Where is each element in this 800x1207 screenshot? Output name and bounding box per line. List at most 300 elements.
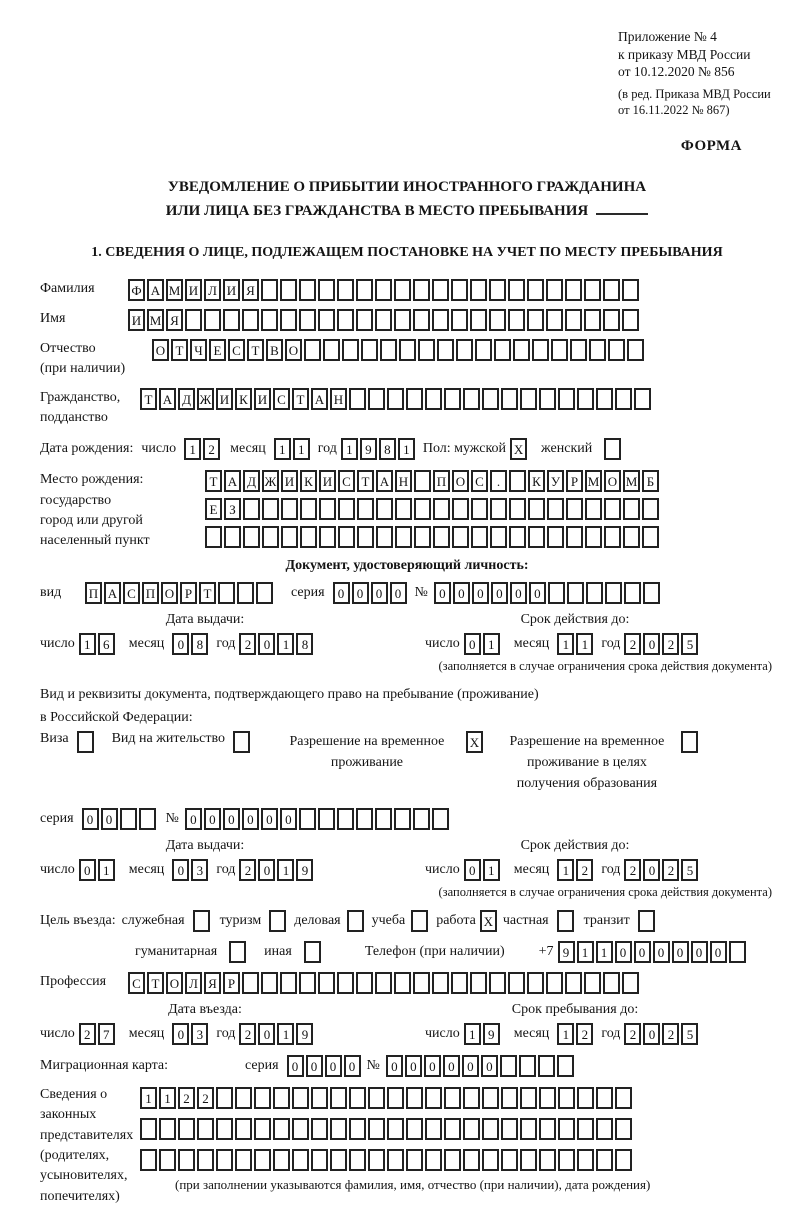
form-cell[interactable]: В [266,339,283,361]
form-cell[interactable] [451,309,468,331]
form-cell[interactable] [520,1118,537,1140]
form-cell[interactable]: У [547,470,564,492]
form-cell[interactable] [608,339,625,361]
form-cell[interactable]: 0 [615,941,632,963]
form-cell[interactable]: И [319,470,336,492]
form-cell[interactable]: Т [247,339,264,361]
form-cell[interactable]: 9 [483,1023,500,1045]
form-cell[interactable]: Я [242,279,259,301]
form-cell[interactable] [347,910,364,932]
form-cell[interactable] [432,309,449,331]
form-cell[interactable]: О [152,339,169,361]
form-cell[interactable] [432,279,449,301]
form-cell[interactable]: 1 [577,941,594,963]
form-cell[interactable] [368,1149,385,1171]
form-cell[interactable] [508,279,525,301]
form-cell[interactable]: 0 [634,941,651,963]
form-cell[interactable] [565,309,582,331]
form-cell[interactable] [558,1118,575,1140]
form-cell[interactable] [338,498,355,520]
form-cell[interactable] [615,1149,632,1171]
form-cell[interactable] [577,388,594,410]
form-cell[interactable] [566,498,583,520]
form-cell[interactable] [532,339,549,361]
form-cell[interactable]: 2 [197,1087,214,1109]
form-cell[interactable] [77,731,94,753]
form-cell[interactable] [501,1118,518,1140]
form-cell[interactable] [304,339,321,361]
form-cell[interactable] [681,731,698,753]
form-cell[interactable]: 0 [223,808,240,830]
form-cell[interactable] [375,808,392,830]
form-cell[interactable] [273,1087,290,1109]
form-cell[interactable]: 0 [101,808,118,830]
form-cell[interactable]: С [273,388,290,410]
form-cell[interactable] [337,279,354,301]
form-cell[interactable]: X [480,910,497,932]
form-cell[interactable] [513,339,530,361]
form-cell[interactable] [292,1149,309,1171]
form-cell[interactable] [585,498,602,520]
form-cell[interactable] [509,498,526,520]
form-cell[interactable]: М [623,470,640,492]
form-cell[interactable] [577,1118,594,1140]
form-cell[interactable] [539,1118,556,1140]
form-cell[interactable] [395,526,412,548]
form-cell[interactable]: И [128,309,145,331]
form-cell[interactable]: 2 [662,1023,679,1045]
form-cell[interactable] [237,582,254,604]
form-cell[interactable] [433,498,450,520]
form-cell[interactable]: Д [243,470,260,492]
form-cell[interactable] [425,388,442,410]
form-cell[interactable]: 0 [172,859,189,881]
form-cell[interactable] [185,309,202,331]
form-cell[interactable]: 2 [239,1023,256,1045]
form-cell[interactable]: 2 [624,1023,641,1045]
form-cell[interactable]: 0 [204,808,221,830]
form-cell[interactable] [413,972,430,994]
form-cell[interactable]: К [528,470,545,492]
form-cell[interactable] [273,1149,290,1171]
form-cell[interactable]: Б [642,470,659,492]
form-cell[interactable] [475,339,492,361]
form-cell[interactable]: Н [330,388,347,410]
form-cell[interactable] [376,498,393,520]
form-cell[interactable] [642,526,659,548]
form-cell[interactable]: 1 [557,1023,574,1045]
form-cell[interactable] [361,339,378,361]
form-cell[interactable] [500,1055,517,1077]
form-cell[interactable] [319,498,336,520]
form-cell[interactable] [539,1087,556,1109]
form-cell[interactable] [233,731,250,753]
form-cell[interactable] [546,309,563,331]
form-cell[interactable] [254,1087,271,1109]
form-cell[interactable] [311,1149,328,1171]
form-cell[interactable]: 7 [98,1023,115,1045]
form-cell[interactable] [463,1149,480,1171]
form-cell[interactable]: 0 [481,1055,498,1077]
form-cell[interactable]: 0 [79,859,96,881]
form-cell[interactable] [318,808,335,830]
form-cell[interactable]: 1 [483,859,500,881]
form-cell[interactable] [558,1087,575,1109]
form-cell[interactable]: 1 [79,633,96,655]
form-cell[interactable]: Р [180,582,197,604]
form-cell[interactable]: Ж [262,470,279,492]
form-cell[interactable]: 1 [341,438,358,460]
form-cell[interactable] [596,388,613,410]
form-cell[interactable]: И [223,279,240,301]
form-cell[interactable]: 0 [287,1055,304,1077]
form-cell[interactable]: Т [171,339,188,361]
form-cell[interactable]: 0 [185,808,202,830]
form-cell[interactable] [235,1149,252,1171]
form-cell[interactable]: 1 [277,1023,294,1045]
form-cell[interactable]: 9 [360,438,377,460]
form-cell[interactable]: 0 [390,582,407,604]
form-cell[interactable] [159,1149,176,1171]
form-cell[interactable] [551,339,568,361]
form-cell[interactable] [547,526,564,548]
form-cell[interactable]: 1 [98,859,115,881]
form-cell[interactable] [548,582,565,604]
form-cell[interactable] [243,498,260,520]
form-cell[interactable] [451,279,468,301]
form-cell[interactable]: Е [205,498,222,520]
form-cell[interactable] [193,910,210,932]
form-cell[interactable] [318,972,335,994]
form-cell[interactable] [319,526,336,548]
form-cell[interactable]: 0 [643,859,660,881]
form-cell[interactable] [243,526,260,548]
form-cell[interactable] [254,1149,271,1171]
form-cell[interactable]: 1 [576,633,593,655]
form-cell[interactable] [482,1087,499,1109]
form-cell[interactable] [452,526,469,548]
form-cell[interactable] [596,1087,613,1109]
form-cell[interactable] [570,339,587,361]
form-cell[interactable] [527,279,544,301]
form-cell[interactable]: О [452,470,469,492]
form-cell[interactable] [615,1087,632,1109]
form-cell[interactable]: 0 [434,582,451,604]
form-cell[interactable]: Р [223,972,240,994]
form-cell[interactable] [414,498,431,520]
form-cell[interactable] [406,388,423,410]
form-cell[interactable] [471,498,488,520]
form-cell[interactable] [508,972,525,994]
form-cell[interactable]: 1 [557,633,574,655]
form-cell[interactable] [414,470,431,492]
form-cell[interactable] [566,526,583,548]
form-cell[interactable]: 0 [464,859,481,881]
form-cell[interactable] [596,1149,613,1171]
form-cell[interactable]: К [235,388,252,410]
form-cell[interactable] [375,279,392,301]
form-cell[interactable]: 0 [344,1055,361,1077]
form-cell[interactable] [470,309,487,331]
form-cell[interactable] [558,1149,575,1171]
form-cell[interactable] [432,808,449,830]
form-cell[interactable] [299,279,316,301]
form-cell[interactable]: 2 [576,1023,593,1045]
form-cell[interactable]: 2 [624,859,641,881]
form-cell[interactable] [261,309,278,331]
form-cell[interactable] [589,339,606,361]
form-cell[interactable] [300,498,317,520]
form-cell[interactable]: О [604,470,621,492]
form-cell[interactable] [622,309,639,331]
form-cell[interactable] [235,1118,252,1140]
form-cell[interactable]: 5 [681,1023,698,1045]
form-cell[interactable] [216,1118,233,1140]
form-cell[interactable] [242,972,259,994]
form-cell[interactable]: 0 [424,1055,441,1077]
form-cell[interactable] [223,309,240,331]
form-cell[interactable]: 0 [643,1023,660,1045]
form-cell[interactable] [565,279,582,301]
form-cell[interactable]: 1 [557,859,574,881]
form-cell[interactable] [235,1087,252,1109]
form-cell[interactable] [299,972,316,994]
form-cell[interactable] [558,388,575,410]
form-cell[interactable] [414,526,431,548]
form-cell[interactable]: Ч [190,339,207,361]
form-cell[interactable] [376,526,393,548]
form-cell[interactable] [418,339,435,361]
form-cell[interactable]: X [466,731,483,753]
form-cell[interactable] [490,498,507,520]
form-cell[interactable]: 0 [242,808,259,830]
form-cell[interactable]: П [142,582,159,604]
form-cell[interactable] [380,339,397,361]
form-cell[interactable] [482,388,499,410]
form-cell[interactable] [178,1118,195,1140]
form-cell[interactable] [528,498,545,520]
form-cell[interactable] [318,279,335,301]
form-cell[interactable] [292,1118,309,1140]
form-cell[interactable]: М [166,279,183,301]
form-cell[interactable] [539,388,556,410]
form-cell[interactable] [387,1118,404,1140]
form-cell[interactable]: 5 [681,859,698,881]
form-cell[interactable] [159,1118,176,1140]
form-cell[interactable] [627,339,644,361]
form-cell[interactable] [406,1087,423,1109]
form-cell[interactable] [318,309,335,331]
form-cell[interactable] [490,526,507,548]
form-cell[interactable] [437,339,454,361]
form-cell[interactable] [470,972,487,994]
form-cell[interactable] [425,1149,442,1171]
form-cell[interactable] [387,1149,404,1171]
form-cell[interactable] [623,498,640,520]
form-cell[interactable] [577,1149,594,1171]
form-cell[interactable]: Т [147,972,164,994]
form-cell[interactable] [139,808,156,830]
form-cell[interactable] [254,1118,271,1140]
form-cell[interactable] [281,498,298,520]
form-cell[interactable]: К [300,470,317,492]
form-cell[interactable] [432,972,449,994]
form-cell[interactable]: 8 [296,633,313,655]
form-cell[interactable]: 0 [333,582,350,604]
form-cell[interactable]: 0 [710,941,727,963]
form-cell[interactable] [463,1087,480,1109]
form-cell[interactable] [216,1087,233,1109]
form-cell[interactable] [216,1149,233,1171]
form-cell[interactable] [567,582,584,604]
form-cell[interactable] [292,1087,309,1109]
form-cell[interactable]: 0 [306,1055,323,1077]
form-cell[interactable]: 1 [140,1087,157,1109]
form-cell[interactable] [323,339,340,361]
form-cell[interactable] [197,1149,214,1171]
form-cell[interactable] [433,526,450,548]
form-cell[interactable] [508,309,525,331]
form-cell[interactable]: 2 [624,633,641,655]
form-cell[interactable] [584,972,601,994]
form-cell[interactable]: Д [178,388,195,410]
form-cell[interactable] [337,309,354,331]
form-cell[interactable]: 8 [191,633,208,655]
form-cell[interactable] [224,526,241,548]
form-cell[interactable] [425,1118,442,1140]
form-cell[interactable] [394,279,411,301]
form-cell[interactable]: 1 [483,633,500,655]
form-cell[interactable] [463,1118,480,1140]
form-cell[interactable] [557,1055,574,1077]
form-cell[interactable] [356,808,373,830]
form-cell[interactable]: 2 [662,633,679,655]
form-cell[interactable] [356,279,373,301]
form-cell[interactable]: И [216,388,233,410]
form-cell[interactable]: С [471,470,488,492]
form-cell[interactable]: П [433,470,450,492]
form-cell[interactable]: Р [566,470,583,492]
form-cell[interactable] [501,388,518,410]
form-cell[interactable] [304,941,321,963]
form-cell[interactable] [470,279,487,301]
form-cell[interactable] [337,808,354,830]
form-cell[interactable]: 3 [191,1023,208,1045]
form-cell[interactable]: Ф [128,279,145,301]
form-cell[interactable]: С [228,339,245,361]
form-cell[interactable] [204,309,221,331]
form-cell[interactable] [585,526,602,548]
form-cell[interactable] [623,526,640,548]
form-cell[interactable] [604,498,621,520]
form-cell[interactable] [330,1149,347,1171]
form-cell[interactable] [444,1118,461,1140]
form-cell[interactable] [261,972,278,994]
form-cell[interactable] [643,582,660,604]
form-cell[interactable]: 1 [159,1087,176,1109]
form-cell[interactable] [729,941,746,963]
form-cell[interactable]: 1 [274,438,291,460]
form-cell[interactable]: 0 [405,1055,422,1077]
form-cell[interactable] [299,309,316,331]
form-cell[interactable]: О [285,339,302,361]
form-cell[interactable] [368,388,385,410]
form-cell[interactable] [387,1087,404,1109]
form-cell[interactable] [262,526,279,548]
form-cell[interactable]: 2 [178,1087,195,1109]
form-cell[interactable] [375,972,392,994]
form-cell[interactable] [406,1118,423,1140]
form-cell[interactable] [584,309,601,331]
form-cell[interactable] [140,1149,157,1171]
form-cell[interactable] [342,339,359,361]
form-cell[interactable] [394,808,411,830]
form-cell[interactable]: 0 [443,1055,460,1077]
form-cell[interactable]: 0 [82,808,99,830]
form-cell[interactable] [603,279,620,301]
form-cell[interactable] [269,910,286,932]
form-cell[interactable] [615,388,632,410]
form-cell[interactable] [242,309,259,331]
form-cell[interactable] [577,1087,594,1109]
form-cell[interactable] [280,972,297,994]
form-cell[interactable]: 0 [464,633,481,655]
form-cell[interactable] [300,526,317,548]
form-cell[interactable] [330,1087,347,1109]
form-cell[interactable] [356,972,373,994]
form-cell[interactable] [394,972,411,994]
form-cell[interactable] [413,279,430,301]
form-cell[interactable]: 0 [325,1055,342,1077]
form-cell[interactable] [375,309,392,331]
form-cell[interactable]: 0 [261,808,278,830]
form-cell[interactable] [603,309,620,331]
form-cell[interactable]: Я [204,972,221,994]
form-cell[interactable] [368,1087,385,1109]
form-cell[interactable] [140,1118,157,1140]
form-cell[interactable]: 9 [558,941,575,963]
form-cell[interactable]: А [104,582,121,604]
form-cell[interactable] [280,279,297,301]
form-cell[interactable] [452,498,469,520]
form-cell[interactable] [197,1118,214,1140]
form-cell[interactable] [444,1087,461,1109]
form-cell[interactable] [406,1149,423,1171]
form-cell[interactable] [538,1055,555,1077]
form-cell[interactable] [256,582,273,604]
form-cell[interactable] [456,339,473,361]
form-cell[interactable]: 3 [191,859,208,881]
form-cell[interactable] [411,910,428,932]
form-cell[interactable]: 0 [491,582,508,604]
form-cell[interactable]: 0 [529,582,546,604]
form-cell[interactable]: 0 [172,633,189,655]
form-cell[interactable] [413,808,430,830]
form-cell[interactable] [489,309,506,331]
form-cell[interactable] [463,388,480,410]
form-cell[interactable] [349,1118,366,1140]
form-cell[interactable]: О [166,972,183,994]
form-cell[interactable] [596,1118,613,1140]
form-cell[interactable] [330,1118,347,1140]
form-cell[interactable]: С [123,582,140,604]
form-cell[interactable]: 1 [398,438,415,460]
form-cell[interactable] [471,526,488,548]
form-cell[interactable] [527,972,544,994]
form-cell[interactable]: И [185,279,202,301]
form-cell[interactable] [337,972,354,994]
form-cell[interactable] [584,279,601,301]
